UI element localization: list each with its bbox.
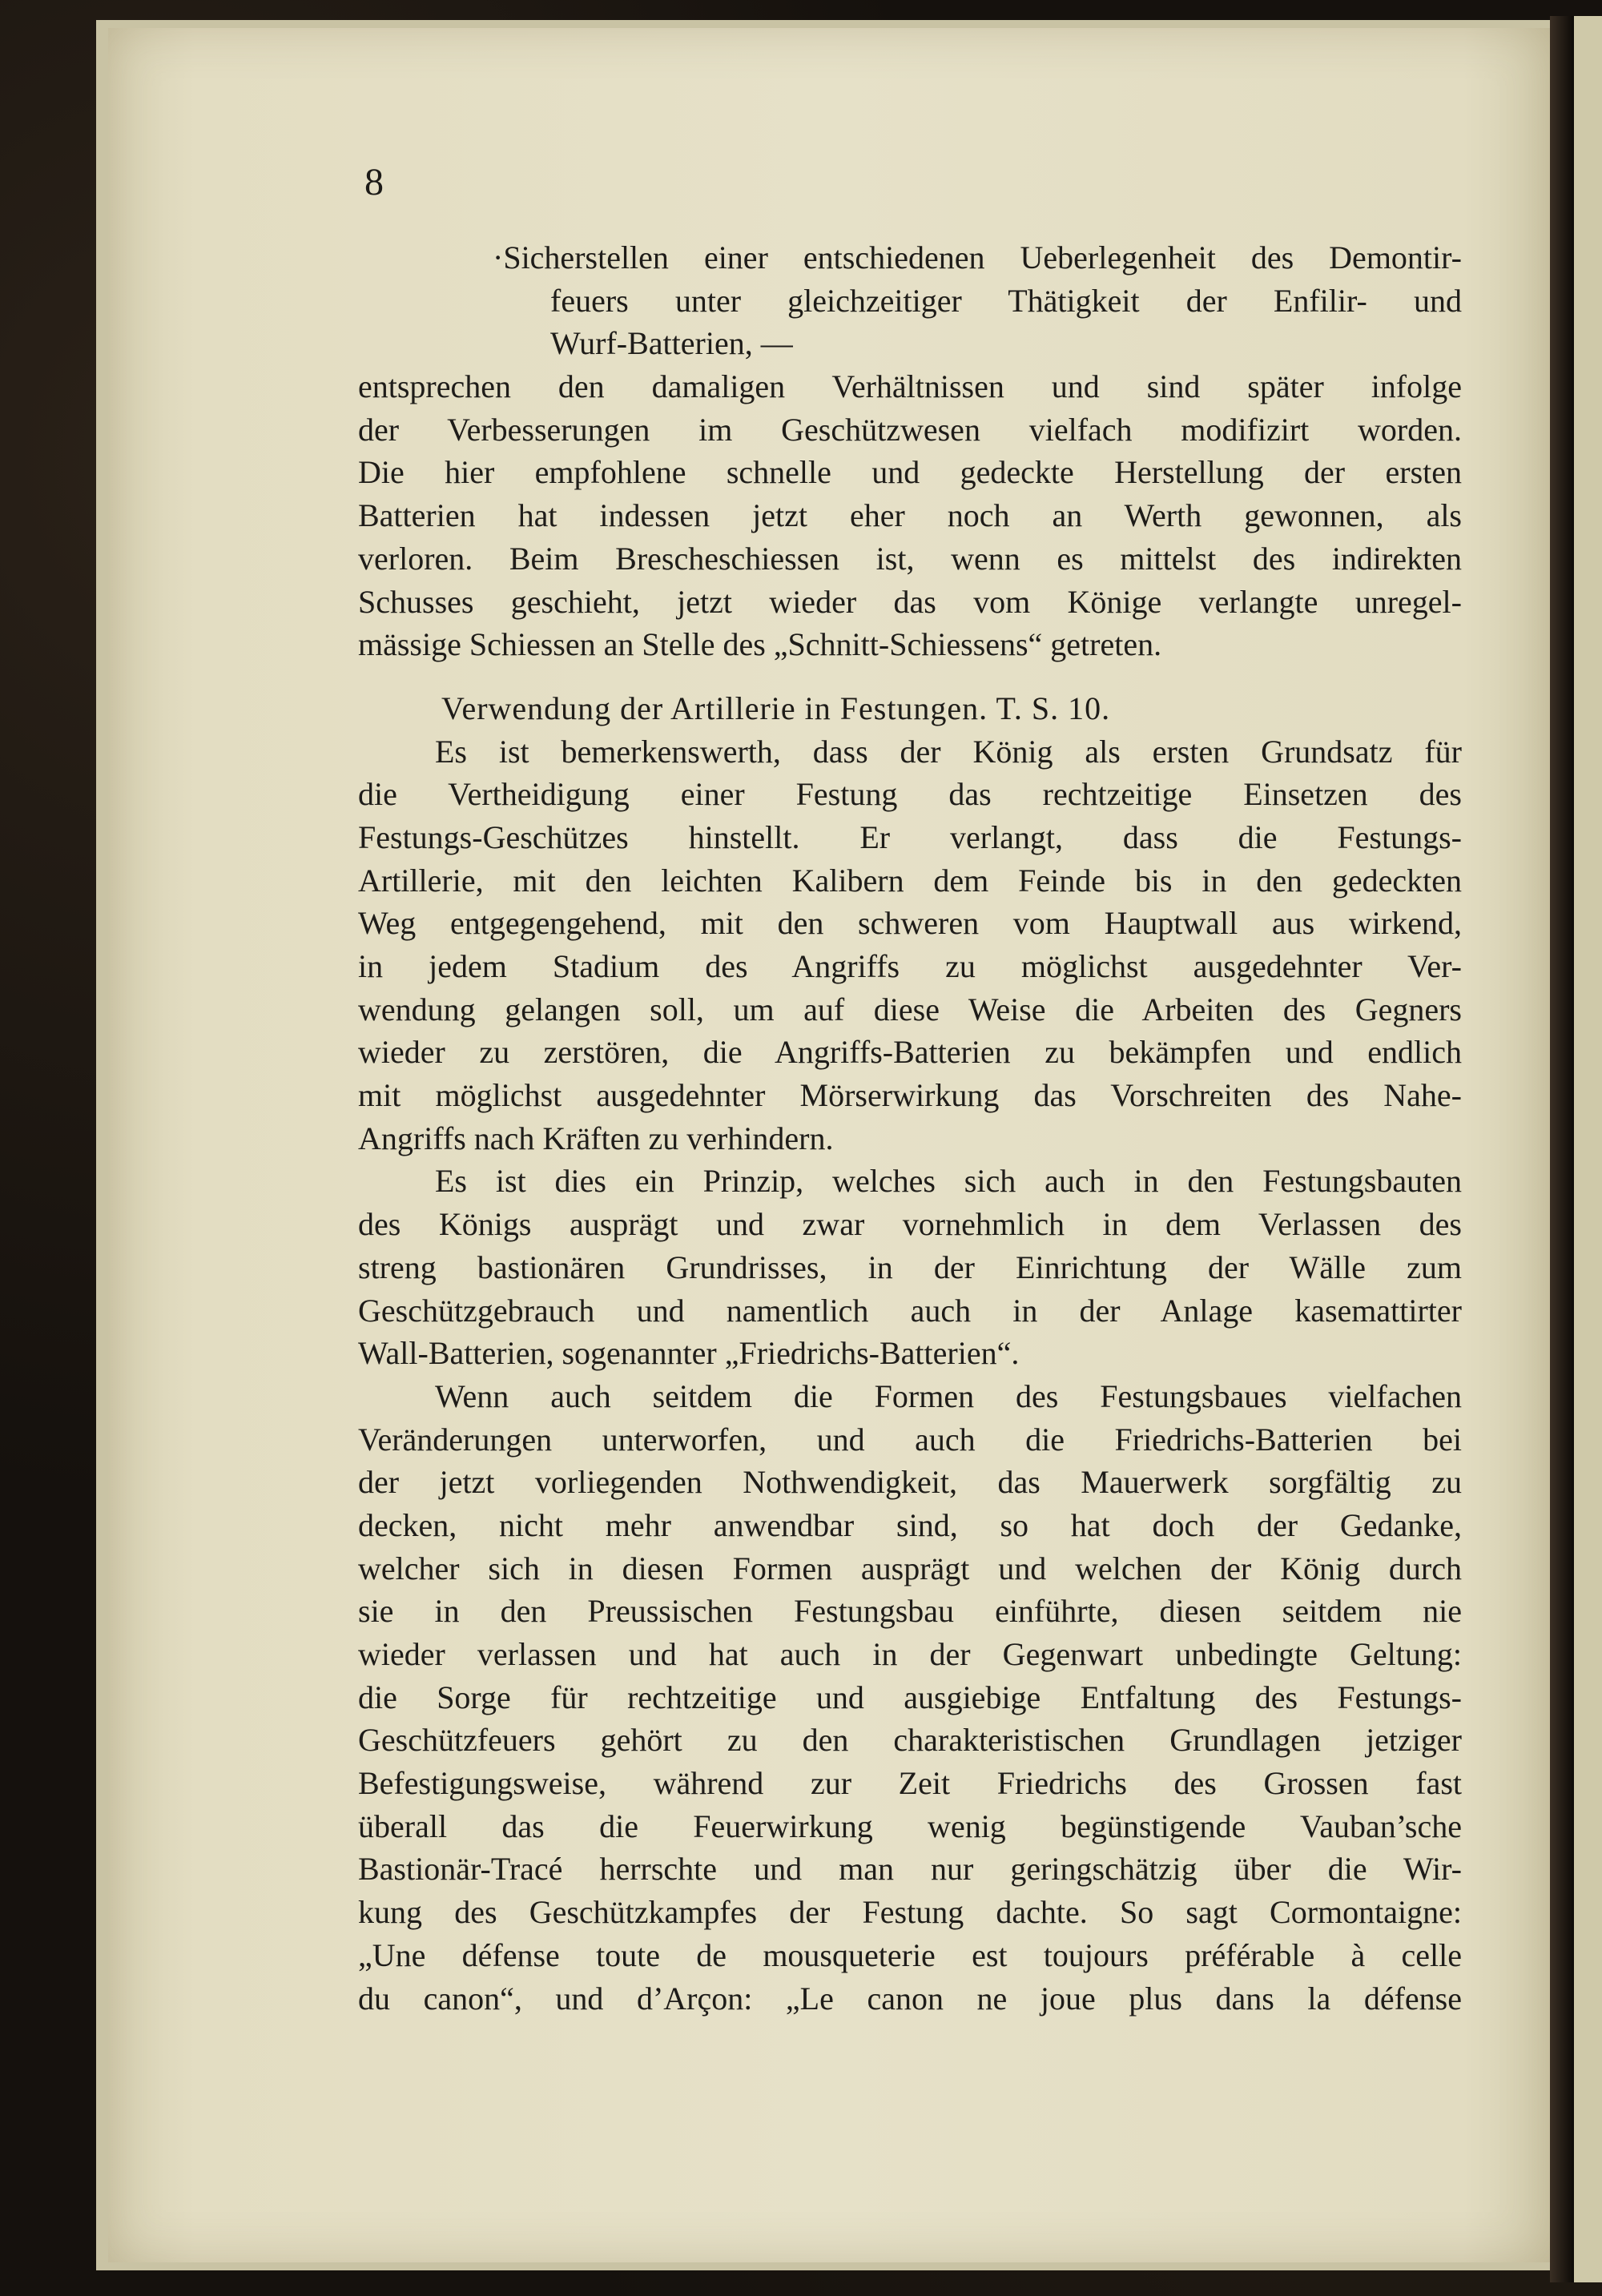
facing-page-edge xyxy=(1574,16,1602,2282)
text-line: der jetzt vorliegenden Nothwendigkeit, das Mauerwerk sorgfältig zu xyxy=(358,1464,1462,1501)
text-line: mit möglichst ausgedehnter Mörserwirkung das Vorschreiten des Nahe- xyxy=(358,1077,1462,1114)
text-line: sie in den Preussischen Festungsbau einführte, diesen seitdem nie xyxy=(358,1593,1462,1630)
text-line: Batterien hat indessen jetzt eher noch an Werth gewonnen, als xyxy=(358,497,1462,534)
text-line: entsprechen den damaligen Verhältnissen und sind später infolge xyxy=(358,368,1462,405)
text-line: Angriffs nach Kräften zu verhindern. xyxy=(358,1120,834,1156)
section-heading: Verwendung der Artillerie in Festungen. T. S. 10. xyxy=(441,690,1111,726)
text-line: Wenn auch seitdem die Formen des Festungsbaues vielfachen xyxy=(435,1377,1462,1414)
text-line: Es ist dies ein Prinzip, welches sich auch in den Festungsbauten xyxy=(435,1163,1462,1200)
text-line: Schusses geschieht, jetzt wieder das vom Könige verlangte unregel- xyxy=(358,583,1462,620)
text-line: des Königs ausprägt und zwar vornehmlich in dem Verlassen des xyxy=(358,1206,1462,1243)
text-line: Geschützgebrauch und namentlich auch in der Anlage kasemattirter xyxy=(358,1292,1462,1329)
text-line: Wurf-Batterien, — xyxy=(550,325,793,362)
text-line: mässige Schiessen an Stelle des „Schnitt-Schiessens“ getreten. xyxy=(358,626,1162,663)
text-line: Weg entgegengehend, mit den schweren vom Hauptwall aus wirkend, xyxy=(358,905,1462,942)
text-line: verloren. Beim Brescheschiessen ist, wenn es mittelst des indirekten xyxy=(358,540,1462,577)
text-line: Es ist bemerkenswerth, dass der König als ersten Grundsatz für xyxy=(435,733,1462,770)
text-line: ·Sicherstellen einer entschiedenen Ueberlegenheit des Demontir- xyxy=(493,239,1462,275)
text-line: die Vertheidigung einer Festung das rechtzeitige Einsetzen des xyxy=(358,776,1462,813)
text-line: in jedem Stadium des Angriffs zu möglichst ausgedehnter Ver- xyxy=(358,948,1462,984)
text-line: „Une défense toute de mousqueterie est toujours préférable à celle xyxy=(358,1936,1462,1973)
text-line: Veränderungen unterworfen, und auch die Friedrichs-Batterien bei xyxy=(358,1421,1462,1458)
text-line: Die hier empfohlene schnelle und gedeckte Herstellung der ersten xyxy=(358,454,1462,491)
text-line: feuers unter gleichzeitiger Thätigkeit der Enfilir- und xyxy=(550,282,1462,319)
text-line: Bastionär-Tracé herrschte und man nur geringschätzig über die Wir- xyxy=(358,1851,1462,1888)
text-line: streng bastionären Grundrisses, in der Einrichtung der Wälle zum xyxy=(358,1249,1462,1285)
page-number: 8 xyxy=(364,161,384,203)
text-line: kung des Geschützkampfes der Festung dachte. So sagt Cormontaigne: xyxy=(358,1894,1462,1931)
text-line: wieder verlassen und hat auch in der Gegenwart unbedingte Geltung: xyxy=(358,1636,1462,1672)
text-line: überall das die Feuerwirkung wenig begünstigende Vauban’sche xyxy=(358,1807,1462,1844)
body-text xyxy=(358,236,1462,2020)
text-line: Befestigungsweise, während zur Zeit Friedrichs des Grossen fast xyxy=(358,1765,1462,1802)
text-line: decken, nicht mehr anwendbar sind, so hat doch der Gedanke, xyxy=(358,1506,1462,1543)
text-line: Festungs-Geschützes hinstellt. Er verlangt, dass die Festungs- xyxy=(358,818,1462,855)
text-line: die Sorge für rechtzeitige und ausgiebige Entfaltung des Festungs- xyxy=(358,1679,1462,1715)
text-line: du canon“, und d’Arçon: „Le canon ne joue plus dans la défense xyxy=(358,1980,1462,2017)
text-line: der Verbesserungen im Geschützwesen vielfach modifizirt worden. xyxy=(358,411,1462,448)
text-line: Wall-Batterien, sogenannter „Friedrichs-Batterien“. xyxy=(358,1335,1020,1372)
book-gutter xyxy=(1550,16,1574,2282)
text-line: Geschützfeuers gehört zu den charakteristischen Grundlagen jetziger xyxy=(358,1722,1462,1759)
text-line: wendung gelangen soll, um auf diese Weise die Arbeiten des Gegners xyxy=(358,991,1462,1027)
spacer xyxy=(358,666,1462,687)
text-line: welcher sich in diesen Formen ausprägt und welchen der König durch xyxy=(358,1550,1462,1586)
text-line: Artillerie, mit den leichten Kalibern dem Feinde bis in den gedeckten xyxy=(358,862,1462,899)
text-line: wieder zu zerstören, die Angriffs-Batterien zu bekämpfen und endlich xyxy=(358,1034,1462,1071)
